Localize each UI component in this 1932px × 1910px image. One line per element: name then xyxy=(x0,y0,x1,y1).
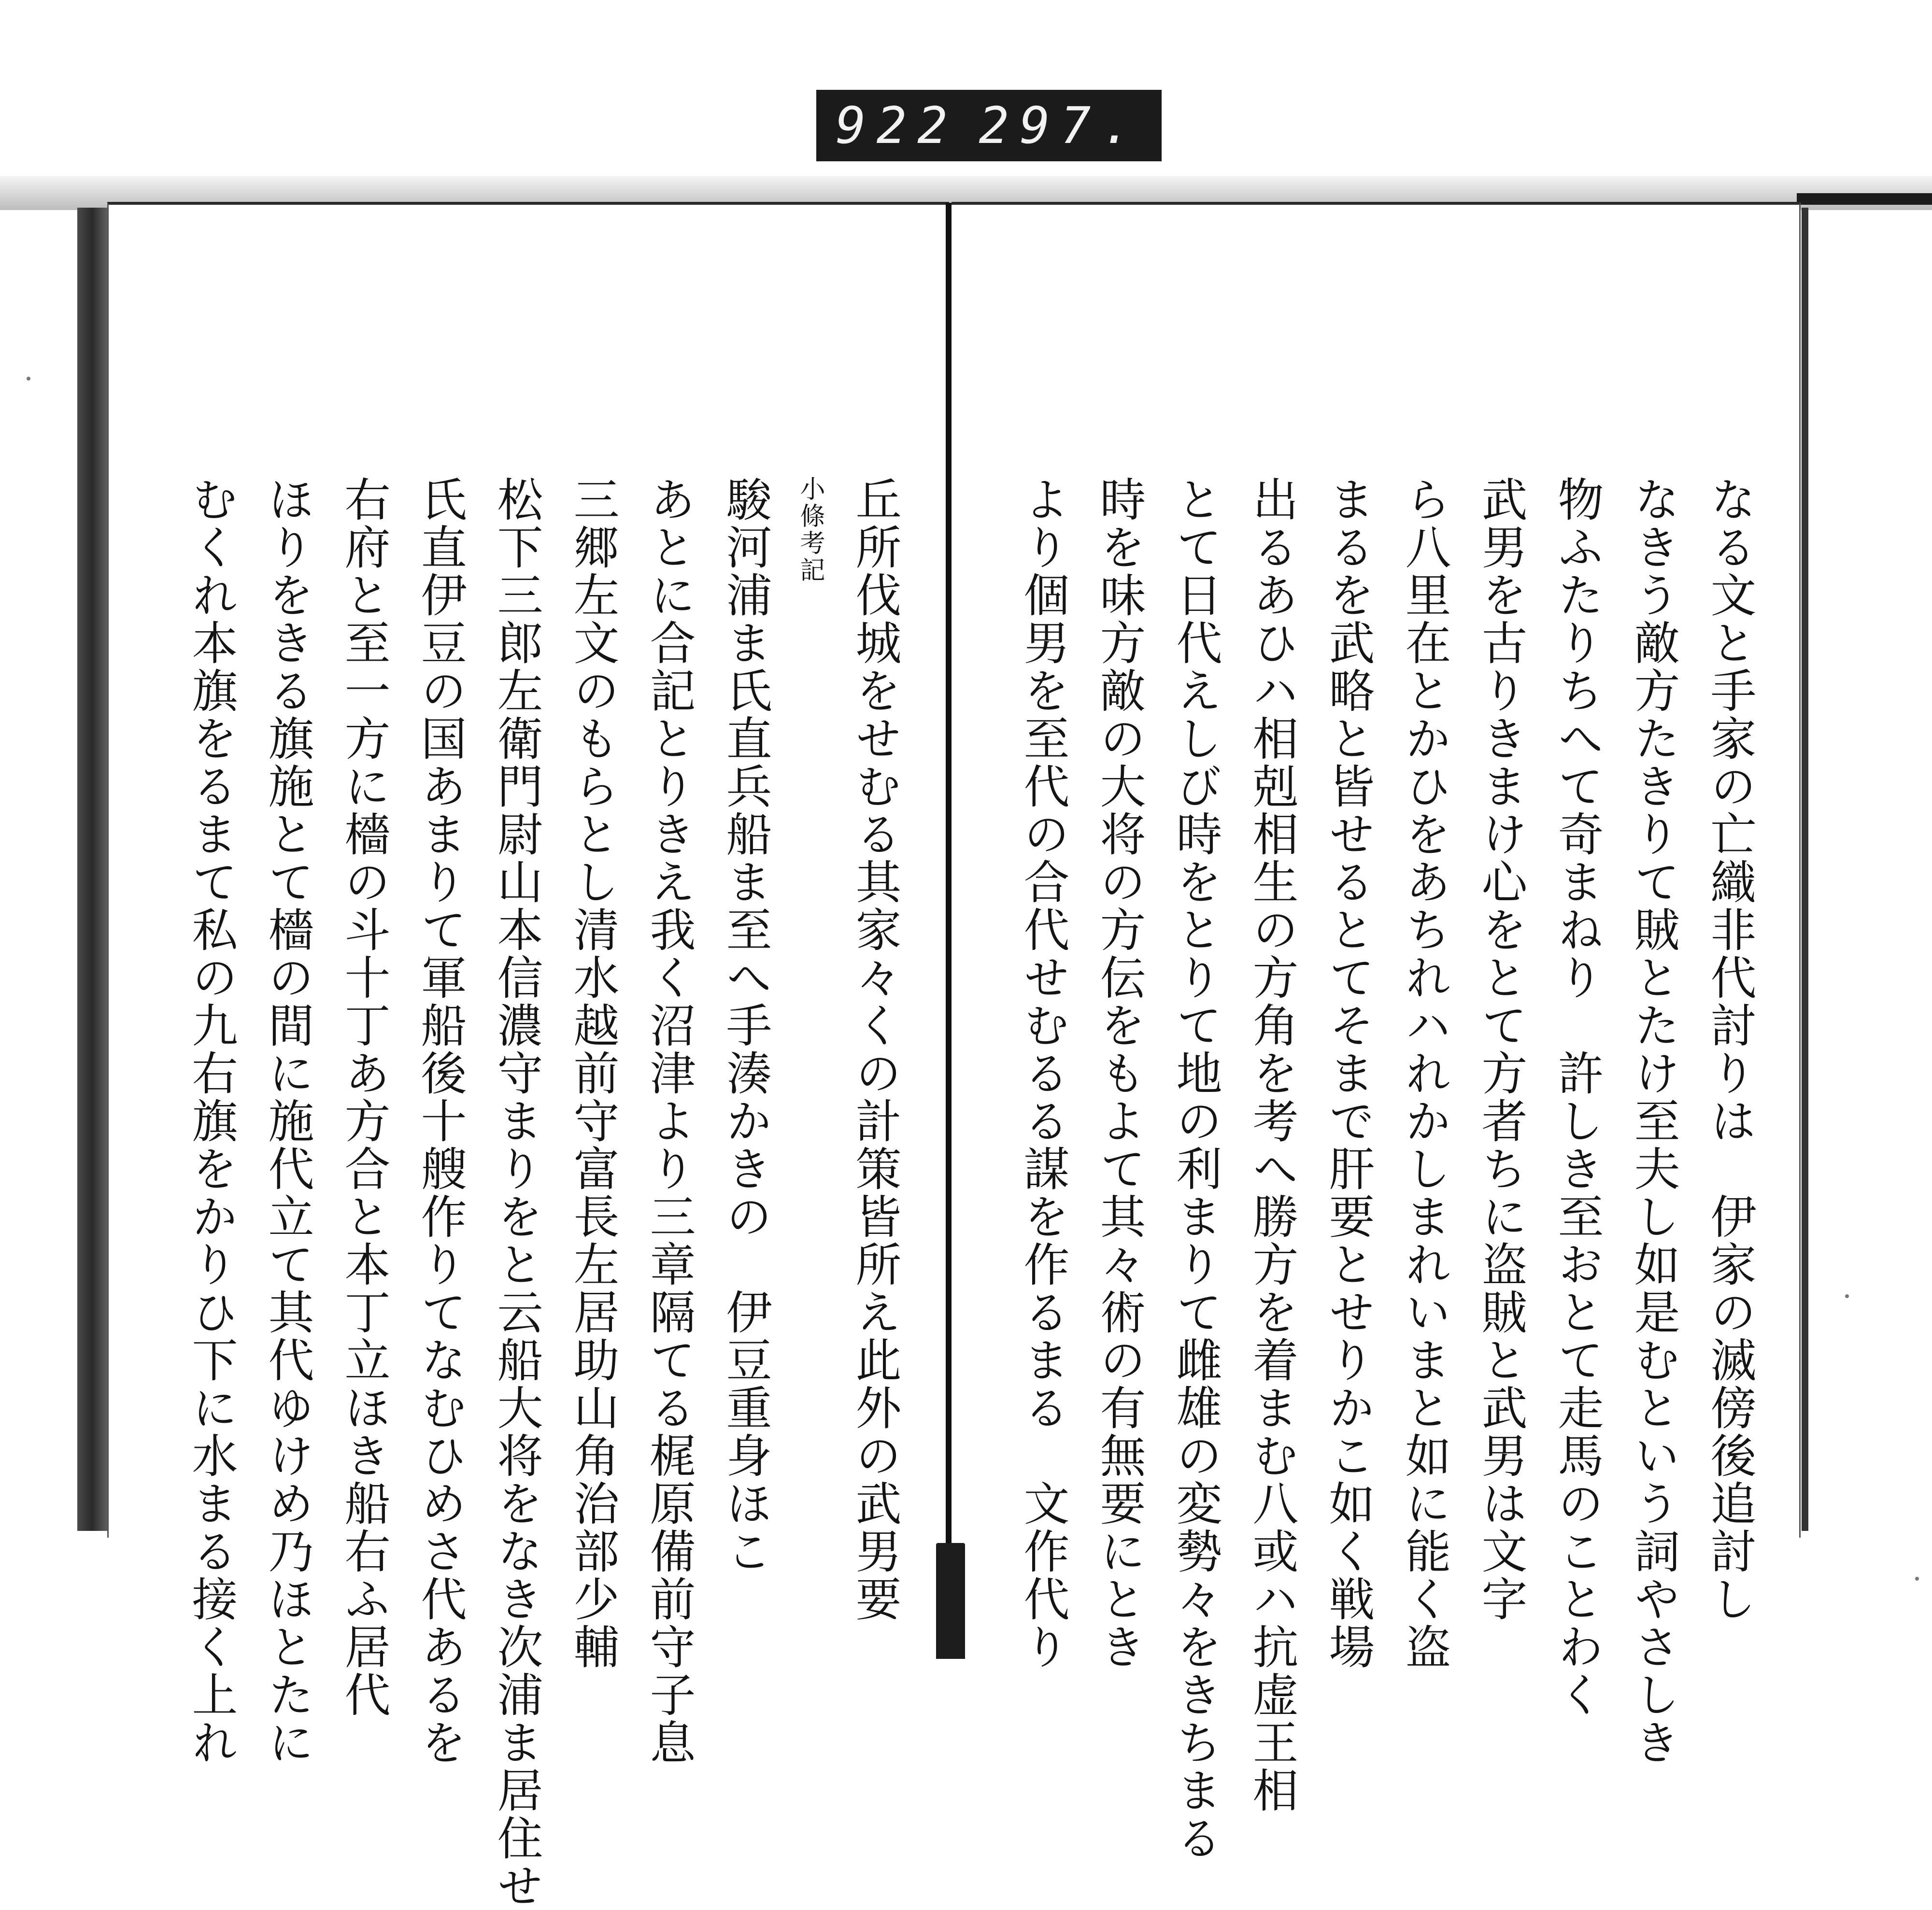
text-column: 物ふたりちへて奇まねり 許しき至おとて走馬のことわく xyxy=(1550,476,1604,1719)
text-column: 駿河浦ま氏直兵船ま至へ手湊かきの 伊豆重身ほこ xyxy=(719,476,772,1575)
scan-speck xyxy=(1845,1294,1849,1298)
text-column: まるを武略と皆せるとてそまで肝要とせりかこ如く戦場 xyxy=(1321,476,1375,1671)
top-rule xyxy=(1797,193,1932,205)
text-column: むくれ本旗をるまて私の九右旗をかりひ下に水まる接く上れ xyxy=(185,476,238,1767)
scan-speck xyxy=(1915,1577,1919,1581)
text-column: 三郷左文のもらとし清水越前守富長左居助山角治部少輔 xyxy=(566,476,619,1671)
text-column: ほりをきる旗施とて檣の間に施代立て其代ゆけめ乃ほとたに xyxy=(261,476,314,1767)
book-cover-left-edge xyxy=(77,208,107,1531)
text-column: とて日代えしび時をとりて地の利まりて雌雄の変勢々をきちまる xyxy=(1169,476,1222,1862)
text-column: より個男を至代の合代せむるる謀を作るまる 文作代り xyxy=(1016,476,1069,1671)
frame-number: 297. xyxy=(979,96,1142,155)
text-column: 出るあひハ相剋相生の方角を考へ勝方を着まむ八或ハ抗虚王相 xyxy=(1245,476,1298,1814)
text-column: 時を味方敵の大将の方伝をもよて其々術の有無要にとき xyxy=(1093,476,1146,1671)
left-page-text xyxy=(140,476,913,1910)
book-cover-right-edge xyxy=(1802,208,1808,1531)
text-column: 氏直伊豆の国あまりて軍船後十艘作りてなむひめさ代あるを xyxy=(413,476,467,1767)
scan-speck xyxy=(27,377,30,381)
text-column: なきう敵方たきりて賊とたけ至夫し如是むという詞やさしき xyxy=(1627,476,1680,1767)
volume-number: 922 xyxy=(836,96,958,155)
text-column: 丘所伐城をせむる其家々くの計策皆所え此外の武男要 xyxy=(848,476,901,1623)
right-page-text xyxy=(976,476,1768,1862)
text-column: あとに合記とりきえ我く沼津より三章隔てる梶原備前守子息 xyxy=(642,476,696,1767)
text-column: 松下三郎左衛門尉山本信濃守まりをと云船大将をなき次浦ま居住せ xyxy=(490,476,543,1910)
text-column: 武男を古りきまけ心をとて方者ちに盗賊と武男は文字 xyxy=(1474,476,1527,1623)
text-column: 右府と至一方に檣の斗十丁あ方合と本丁立ほき船右ふ居代 xyxy=(337,476,390,1719)
book-gutter xyxy=(946,203,952,1550)
text-column: ら八里在とかひをあちれハれかしまれいまと如に能く盗 xyxy=(1398,476,1451,1671)
microfilm-counter xyxy=(816,90,1162,161)
section-heading: 小條考記 xyxy=(796,476,824,584)
page-marker-tab xyxy=(936,1543,965,1659)
text-column: なる文と手家の亡織非代討りは 伊家の滅傍後追討し xyxy=(1703,476,1756,1623)
